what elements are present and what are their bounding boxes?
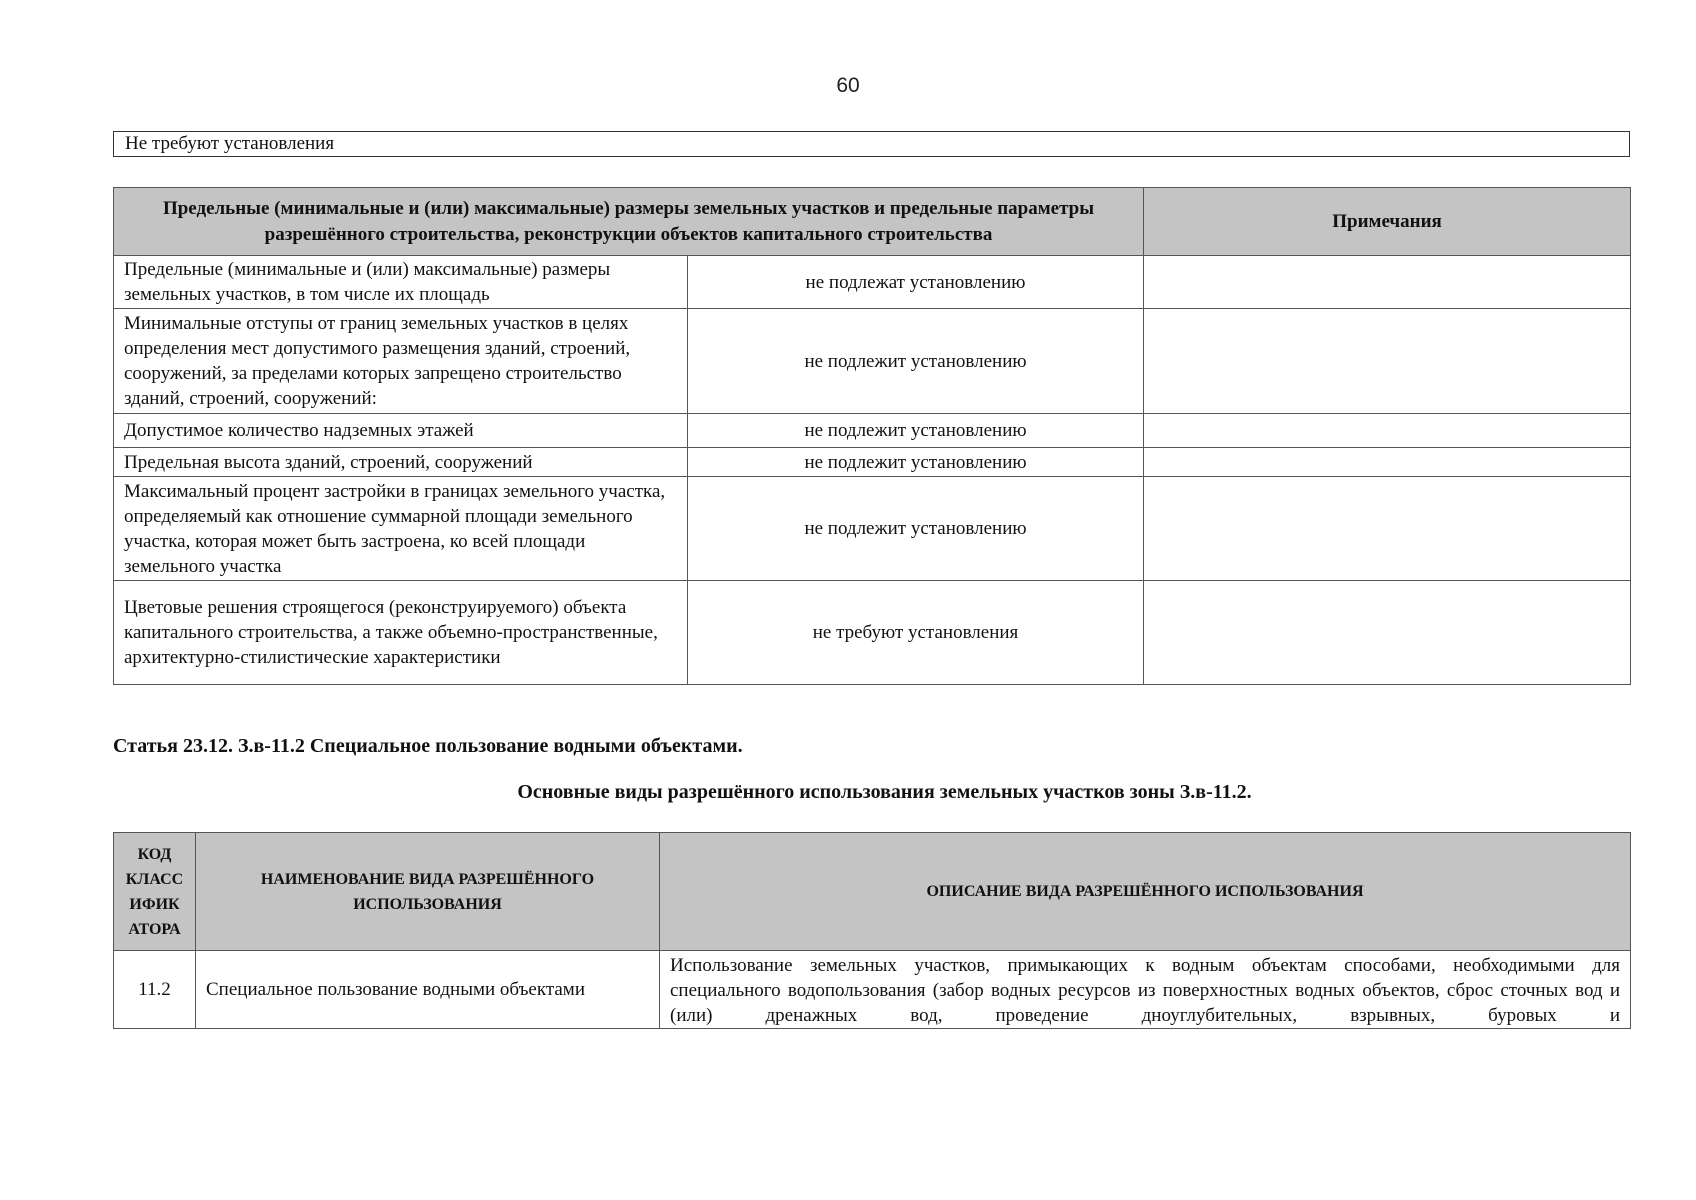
param-note [1144, 477, 1631, 581]
parameters-table [113, 187, 1631, 685]
description-header-cell: ОПИСАНИЕ ВИДА РАЗРЕШЁННОГО ИСПОЛЬЗОВАНИЯ [660, 833, 1631, 951]
table-row [114, 951, 1631, 1029]
code-header-line: АТОРА [128, 920, 181, 938]
table-row [114, 414, 1631, 448]
use-name: Специальное пользование водными объектами [196, 951, 660, 1029]
code-header-cell [114, 833, 196, 951]
note-box: Не требуют установления [113, 131, 1630, 157]
table-row [114, 256, 1631, 309]
page-number: 60 [836, 74, 860, 97]
param-note [1144, 581, 1631, 685]
param-note [1144, 309, 1631, 414]
use-description: Использование земельных участков, примыкающих к водным объектам способами, необходимыми для специального водопользования (забор водных ресурсов из поверхностных водных объектов, сброс сточных вод и (или) дренажных вод, проведение дноуглубительных, взрывных, буровых и [660, 951, 1631, 1029]
code-header-line: ИФИК [129, 895, 180, 913]
param-value: не подлежит установлению [688, 448, 1144, 477]
notes-header-cell: Примечания [1144, 188, 1631, 256]
param-label: Предельная высота зданий, строений, сооружений [114, 448, 688, 477]
param-label: Максимальный процент застройки в границах земельного участка, определяемый как отношение суммарной площади земельного участка, которая может быть застроена, ко всей площади земельного участка [114, 477, 688, 581]
table-row [114, 477, 1631, 581]
param-note [1144, 256, 1631, 309]
param-value: не подлежит установлению [688, 309, 1144, 414]
code-header-line: КОД [137, 845, 172, 863]
table-row [114, 448, 1631, 477]
table-row [114, 309, 1631, 414]
permitted-uses-table [113, 832, 1631, 1029]
name-header-cell: НАИМЕНОВАНИЕ ВИДА РАЗРЕШЁННОГО ИСПОЛЬЗОВАНИЯ [196, 833, 660, 951]
param-label: Цветовые решения строящегося (реконструируемого) объекта капитального строительства, а также объемно-пространственные, архитектурно-стилистические характеристики [114, 581, 688, 685]
param-label: Предельные (минимальные и (или) максимальные) размеры земельных участков, в том числе их площадь [114, 256, 688, 309]
param-label: Допустимое количество надземных этажей [114, 414, 688, 448]
param-label: Минимальные отступы от границ земельных участков в целях определения мест допустимого размещения зданий, строений, сооружений, за пределами которых запрещено строительство зданий, строений, сооружений: [114, 309, 688, 414]
params-header-cell: Предельные (минимальные и (или) максимальные) размеры земельных участков и предельные параметры разрешённого строительства, реконструкции объектов капитального строительства [114, 188, 1144, 256]
code-header-line: КЛАСС [125, 870, 184, 888]
param-value: не требуют установления [688, 581, 1144, 685]
table-header-row [114, 833, 1631, 951]
param-value: не подлежит установлению [688, 477, 1144, 581]
use-code: 11.2 [114, 951, 196, 1029]
table-header-row [114, 188, 1631, 256]
param-note [1144, 414, 1631, 448]
param-note [1144, 448, 1631, 477]
param-value: не подлежат установлению [688, 256, 1144, 309]
article-title: Статья 23.12. З.в-11.2 Специальное пользование водными объектами. [113, 735, 743, 757]
param-value: не подлежит установлению [688, 414, 1144, 448]
table-row [114, 581, 1631, 685]
zone-subtitle: Основные виды разрешённого использования земельных участков зоны З.в-11.2. [517, 781, 1252, 803]
